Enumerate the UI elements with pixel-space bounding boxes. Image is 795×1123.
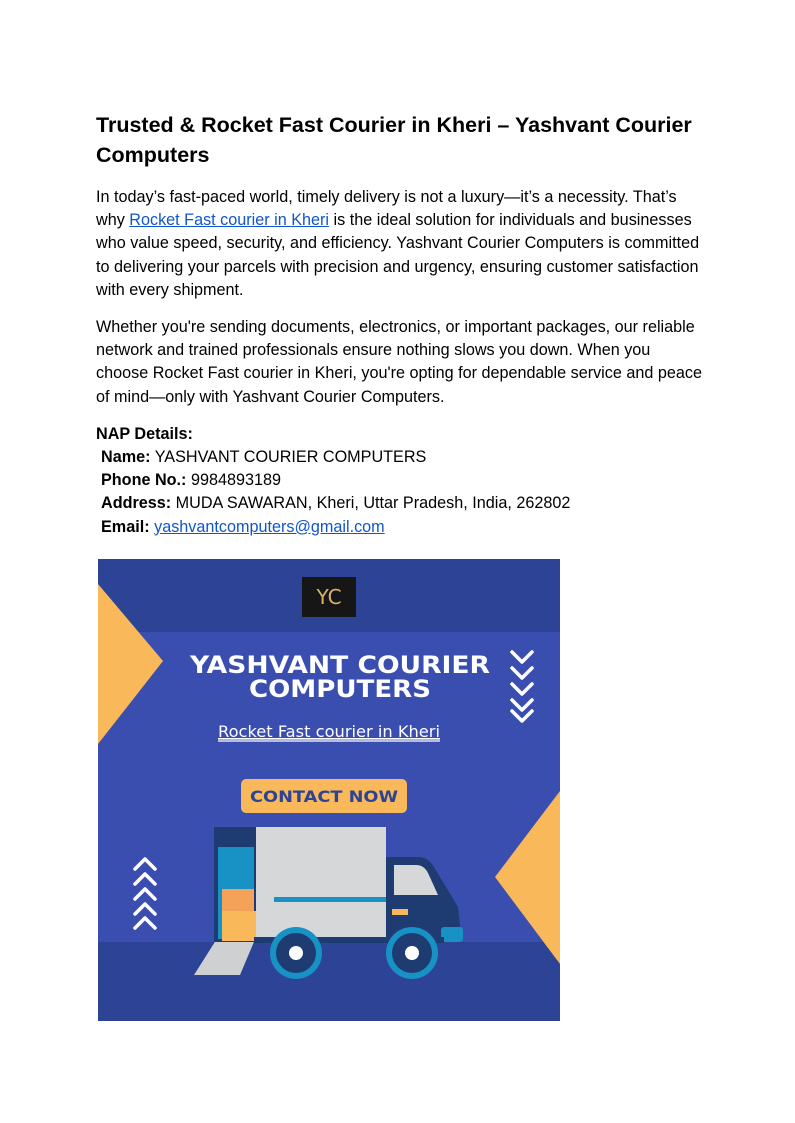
nap-address-value: MUDA SAWARAN, Kheri, Uttar Pradesh, India, 262802 [175,494,571,513]
nap-email-row [96,516,706,539]
nap-email-link[interactable]: yashvantcomputers@gmail.com [154,517,385,536]
nap-phone-value: 9984893189 [190,471,281,490]
nap-phone-row [96,469,706,492]
second-paragraph: Whether you're sending documents, electronics, or important packages, our reliable network and trained professionals ensure nothing slows you down. When you choose Rocket Fast courier in Kheri, you're opting for dependable service and peace of mind—only with Yashvant Courier Computers. [96,318,702,406]
courier-banner-image [98,559,560,1021]
page-title: Trusted & Rocket Fast Courier in Kheri – Yashvant Courier Computers [96,113,692,167]
truck-box-small [222,889,254,911]
document-page [96,110,706,539]
nap-details [96,423,706,539]
nap-address-label: Address: [101,494,172,513]
nap-email-label: Email: [101,517,150,536]
nap-phone-label: Phone No.: [101,471,187,490]
contact-now-label: CONTACT NOW [250,787,399,806]
nap-heading: NAP Details: [96,424,193,443]
intro-paragraph [96,186,706,302]
intro-text-end: is the ideal solution for individuals and businesses who value speed, security, and efficiency. Yashvant Courier Computers is committed to delivering your parcels with precision and urgency, ensuring customer satisfaction with every shipment. [96,211,700,299]
rocket-fast-courier-link[interactable]: Rocket Fast courier in Kheri [129,211,330,230]
truck-box-large [222,911,258,941]
nap-name-label: Name: [101,448,151,467]
banner-subtitle: Rocket Fast courier in Kheri [218,722,440,741]
banner-title-line1: YASHVANT COURIER [188,651,490,679]
truck-cargo-body [256,827,386,942]
nap-name-value: YASHVANT COURIER COMPUTERS [154,448,427,467]
banner-road-band [98,942,560,1021]
logo-text: YC [316,585,342,609]
nap-address-row [96,492,706,515]
intro-text-start: In today’s fast-paced world, timely delivery is not a luxury—it’s a necessity. That’s why [96,188,677,230]
truck-bumper [441,927,463,942]
nap-name-row [96,446,706,469]
banner-title-line2: COMPUTERS [249,675,431,703]
